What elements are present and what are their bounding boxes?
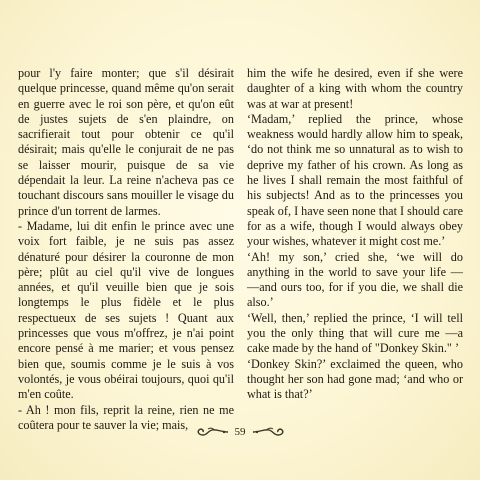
paragraph: - Ah ! mon fils, reprit la reine, rien ne me coûtera pour te sauver la vie; mais, (18, 402, 234, 432)
page-number: 59 (234, 426, 246, 438)
french-text-column (18, 66, 234, 433)
flourish-left-icon (195, 426, 229, 438)
paragraph: - Madame, lui dit enfin le prince avec une voix fort faible, je ne suis pas assez dénaturé pour désirer la couronne de mon père; plût au ciel qu'il vive de longues années, et qu'il veuille bien que je sois longtemps le plus fidèle et le plus respectueux de ses sujets ! Quant aux princesses que vous m'offrez, je n'ai point encore pensé à me marier; et vous pensez bien que, soumis comme je le suis à vos volontés, je vous obéirai toujours, quoi qu'il m'en coûte. (18, 218, 234, 402)
flourish-right-icon (252, 426, 286, 438)
paragraph: ‘Madam,’ replied the prince, whose weakness would hardly allow him to speak, ‘do not think me so unnatural as to wish to deprive my father of his crown. As long as he lives I shall remain the most faithful of his subjects! And as to the princesses you speak of, I have seen none that I should care for as a wife, though I would always obey your wishes, whatever it might cost me.’ (247, 111, 463, 249)
paragraph: ‘Well, then,’ replied the prince, ‘I will tell you the only thing that will cure me —a cake made by the hand of "Donkey Skin." ’ (247, 310, 463, 356)
paragraph: him the wife he desired, even if she were daughter of a king with whom the country was at war at present! (247, 66, 463, 111)
english-text-column (247, 66, 463, 403)
paragraph: ‘Donkey Skin?’ exclaimed the queen, who thought her son had gone mad; ‘and who or what is that?’ (247, 356, 463, 402)
page-footer (0, 423, 480, 441)
paragraph: pour l'y faire monter; que s'il désirait quelque princesse, quand même qu'on serait en guerre avec le roi son père, et qu'on eût de justes sujets de s'en plaindre, on sacrifierait tout pour obtenir ce qu'il désirait; mais qu'elle le conjurait de ne pas se laisser mourir, puisque de sa vie dépendait la leur. La reine n'acheva pas ce touchant discours sans mouiller le visage du prince d'un torrent de larmes. (18, 66, 234, 218)
paragraph: ‘Ah! my son,’ cried she, ‘we will do anything in the world to save your life — —and ours too, for if you die, we shall die also.’ (247, 249, 463, 310)
